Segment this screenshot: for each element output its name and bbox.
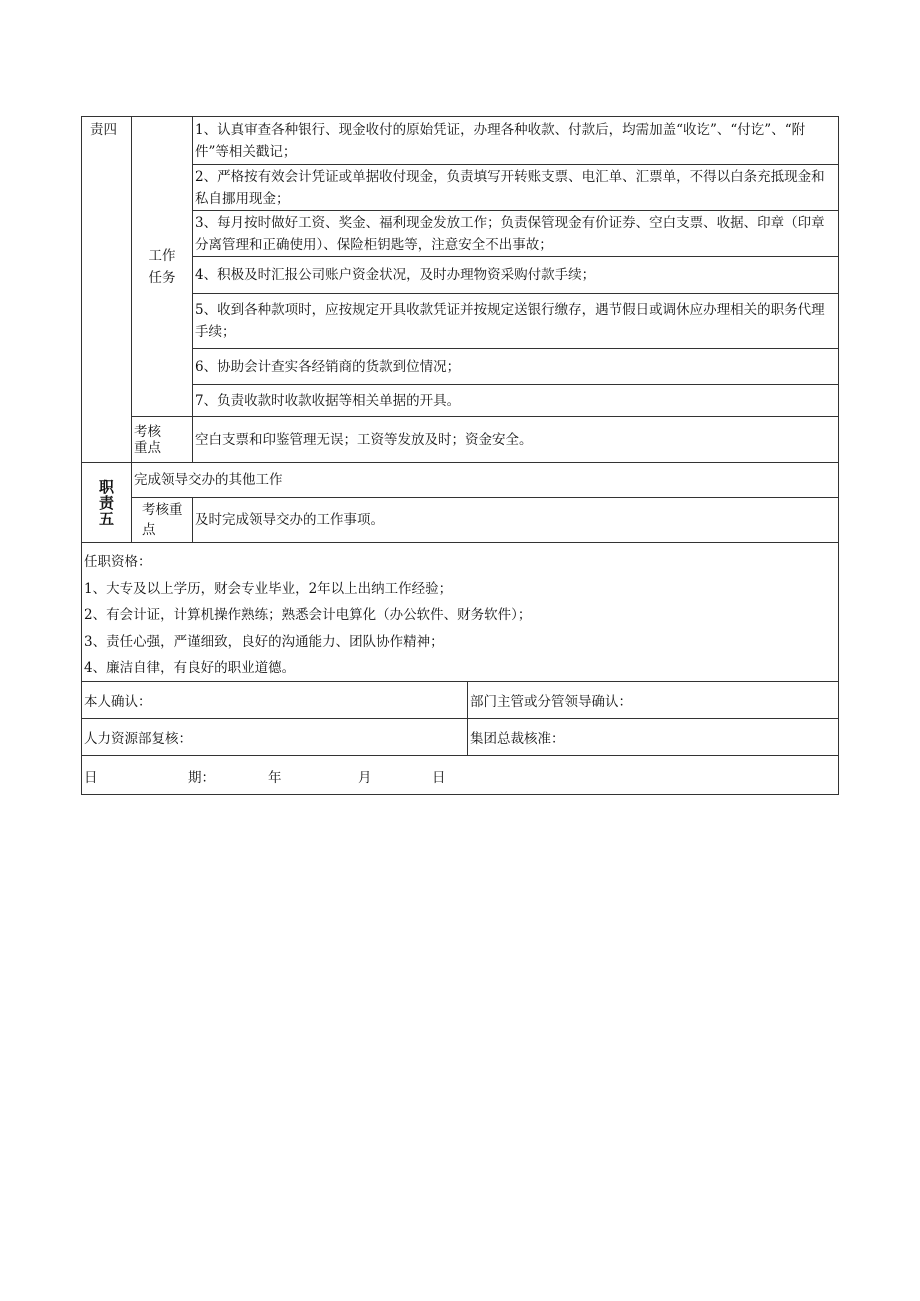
duty4-assessment (132, 416, 838, 462)
qualification-item: 1、大专及以上学历，财会专业毕业，2年以上出纳工作经验； (84, 580, 453, 597)
self-confirm-field[interactable]: 本人确认： (82, 682, 468, 718)
job-description-table (81, 116, 839, 795)
duty4-block (82, 117, 838, 462)
qualification-item: 4、廉洁自律，有良好的职业道德。 (84, 660, 296, 676)
duty4-task-3: 3、每月按时做好工资、奖金、福利现金发放工作；负责保管现金有价证券、空白支票、收据、印章（印章分离管理和正确使用）、保险柜钥匙等，注意安全不出事故； (193, 211, 838, 257)
duty4-task-5: 5、收到各种款项时，应按规定开具收款凭证并按规定送银行缴存，遇节假日或调休应办理相关的职务代理手续； (193, 294, 838, 349)
duty5-side-label-text: 职责五 (97, 478, 115, 527)
duty4-task-1: 1、认真审查各种银行、现金收付的原始凭证，办理各种收款、付款后，均需加盖“收讫”、“付讫”、“附件”等相关戳记； (193, 117, 838, 165)
qualifications-block (82, 542, 838, 681)
duty4-assess-value: 空白支票和印鉴管理无误；工资等发放及时；资金安全。 (195, 431, 533, 448)
date-month-label: 月 (358, 770, 372, 786)
dept-confirm-field[interactable]: 部门主管或分管领导确认： (470, 694, 632, 710)
duty4-side-label: 责四 (82, 117, 132, 462)
signature-row-1 (82, 681, 838, 718)
duty4-task-label-text: 工作 任务 (148, 247, 176, 286)
duty4-assess-label (132, 417, 193, 462)
qualifications-title: 任职资格： (84, 554, 152, 570)
qualification-item: 3、责任心强，严谨细致，良好的沟通能力、团队协作精神； (84, 633, 444, 650)
duty4-tasks (132, 117, 838, 416)
date-row[interactable] (82, 755, 838, 794)
duty4-assess-label-text: 考核 重点 (134, 423, 161, 456)
duty5-assess-value: 及时完成领导交办的工作事项。 (195, 512, 384, 528)
ceo-approve-field[interactable]: 集团总裁核准： (470, 731, 565, 747)
date-label-qi: 期： (188, 770, 215, 786)
duty5-assess-label (132, 498, 193, 542)
duty5-task: 完成领导交办的其他工作 (132, 463, 838, 498)
duty4-task-label (132, 117, 193, 416)
duty4-task-7: 7、负责收款时收款收据等相关单据的开具。 (195, 392, 461, 409)
hr-review-field[interactable]: 人力资源部复核： (82, 719, 468, 755)
signature-row-2 (82, 718, 838, 755)
duty5-block (82, 462, 838, 542)
duty4-task-6: 6、协助会计查实各经销商的货款到位情况； (193, 349, 838, 385)
duty4-task-4: 4、积极及时汇报公司账户资金状况，及时办理物资采购付款手续； (193, 257, 838, 294)
duty5-assess-label-text: 考核重 点 (142, 502, 183, 538)
date-year-label: 年 (268, 770, 282, 786)
duty5-side-label (82, 463, 132, 542)
date-label-ri: 日 (84, 770, 98, 786)
date-day-label: 日 (432, 770, 446, 786)
duty4-task-2: 2、严格按有效会计凭证或单据收付现金，负责填写开转账支票、电汇单、汇票单，不得以白条充抵现金和私自挪用现金； (193, 165, 838, 211)
qualification-item: 2、有会计证，计算机操作熟练；熟悉会计电算化（办公软件、财务软件）； (84, 607, 532, 623)
